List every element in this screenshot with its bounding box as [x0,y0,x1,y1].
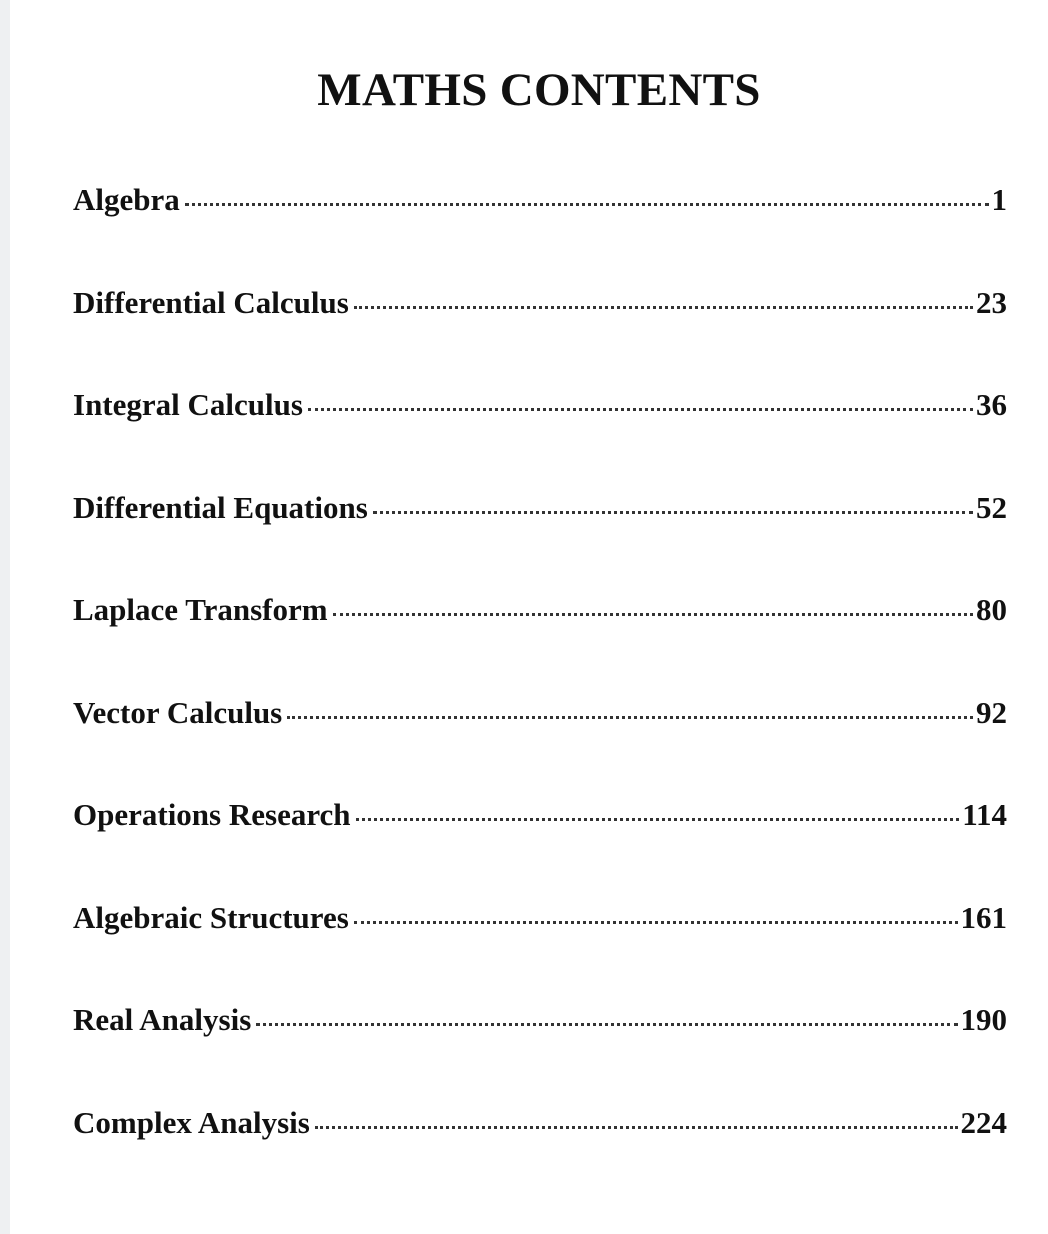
dot-leader [354,306,973,309]
toc-entry-label: Operations Research [73,797,351,832]
document-page [10,0,1048,1234]
toc-entry-page: 224 [960,1104,1007,1140]
toc-entry-label: Algebraic Structures [73,899,349,935]
toc-entry-label: Vector Calculus [73,694,283,730]
dot-leader [287,716,973,719]
toc-entry-real-analysis[interactable] [73,998,1007,1101]
toc-entry-page: 1 [991,182,1007,217]
page-gutter [0,0,10,1234]
dot-leader [373,511,973,514]
toc-entry-page: 190 [960,1002,1007,1037]
table-of-contents [73,178,1007,1203]
toc-entry-page: 161 [960,899,1007,935]
toc-entry-label: Real Analysis [73,1002,252,1037]
dot-leader [356,818,960,821]
toc-entry-page: 114 [962,797,1007,832]
dot-leader [354,921,958,924]
toc-entry-label: Differential Equations [73,489,368,525]
toc-entry-label: Integral Calculus [73,387,303,422]
dot-leader [308,408,973,411]
toc-entry-algebra[interactable] [73,178,1007,281]
toc-entry-vector-calculus[interactable] [73,691,1007,794]
toc-entry-complex-analysis[interactable] [73,1101,1007,1204]
toc-entry-page: 92 [976,694,1007,730]
toc-entry-laplace-transform[interactable] [73,588,1007,691]
toc-entry-page: 80 [976,592,1007,627]
toc-entry-label: Differential Calculus [73,284,349,320]
toc-entry-integral-calculus[interactable] [73,383,1007,486]
toc-entry-page: 23 [976,284,1007,320]
toc-entry-operations-research[interactable] [73,793,1007,896]
toc-entry-label: Complex Analysis [73,1104,310,1140]
toc-entry-differential-equations[interactable] [73,486,1007,589]
dot-leader [185,203,989,206]
toc-entry-label: Algebra [73,182,180,217]
toc-entry-page: 36 [976,387,1007,422]
toc-entry-page: 52 [976,489,1007,525]
toc-entry-label: Laplace Transform [73,592,328,627]
toc-entry-differential-calculus[interactable] [73,281,1007,384]
dot-leader [256,1023,957,1026]
dot-leader [315,1126,958,1129]
toc-entry-algebraic-structures[interactable] [73,896,1007,999]
dot-leader [333,613,973,616]
page-title: MATHS CONTENTS [317,64,761,116]
